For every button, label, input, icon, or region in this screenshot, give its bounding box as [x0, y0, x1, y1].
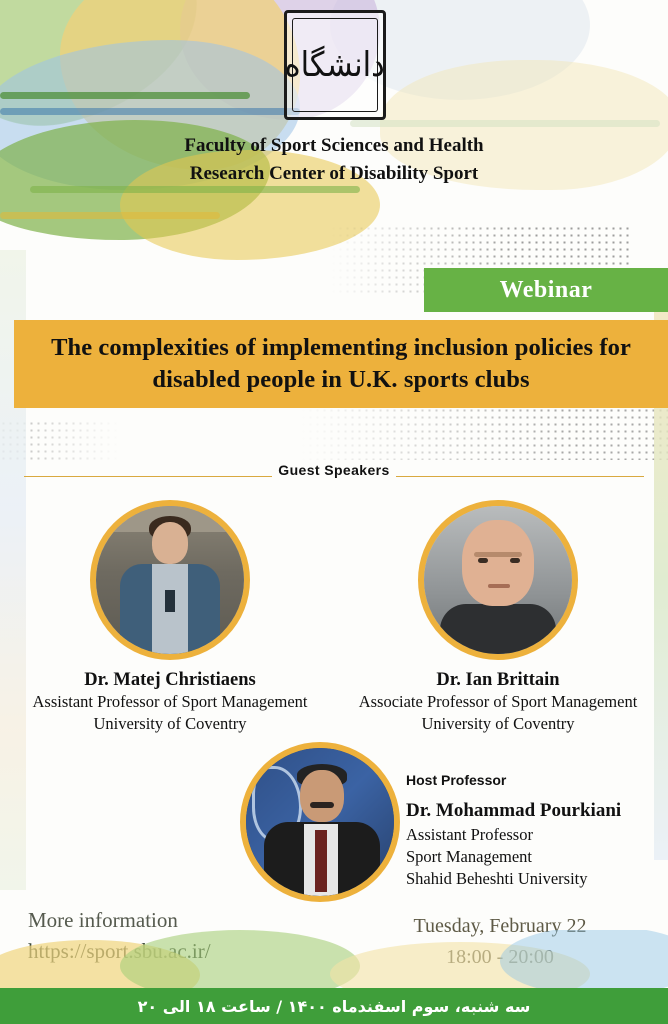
- speaker-role: Associate Professor of Sport Management: [358, 692, 638, 711]
- speaker-card-1: [20, 500, 320, 736]
- guest-speakers-divider: [0, 462, 668, 490]
- speaker-photo-matej-christiaens: [90, 500, 250, 660]
- background-blob: [120, 930, 360, 990]
- faculty-header: [0, 132, 668, 187]
- university-seal-icon: [284, 10, 386, 120]
- guest-speakers-label: Guest Speakers: [278, 462, 390, 478]
- background-streak: [350, 120, 660, 127]
- host-professor-label: Host Professor: [406, 772, 507, 788]
- background-streak: [0, 92, 250, 99]
- portrait-head: [462, 520, 534, 606]
- portrait-brow: [474, 552, 522, 557]
- host-info: [406, 772, 668, 889]
- speaker-affiliation: University of Coventry: [93, 714, 247, 734]
- bottom-watercolor: [0, 930, 668, 990]
- university-logo: [284, 10, 386, 120]
- host-photo-mohammad-pourkiani: [240, 742, 400, 902]
- background-streak: [0, 108, 300, 115]
- portrait-eye-right: [510, 558, 520, 563]
- halftone-dots: [300, 400, 668, 460]
- host-line-2: Sport Management: [406, 846, 533, 866]
- title-band: [14, 320, 668, 408]
- portrait-eye-left: [478, 558, 488, 563]
- footer-bar: [0, 988, 668, 1024]
- event-date: Tuesday, February 22: [413, 915, 587, 937]
- speaker-name: Dr. Matej Christiaens: [84, 670, 256, 690]
- page-title: The complexities of implementing inclusion policies for disabled people in U.K. sports clubs: [51, 333, 631, 393]
- speaker-name: Dr. Ian Brittain: [436, 670, 560, 690]
- portrait-mouth: [488, 584, 510, 588]
- footer-farsi-text: سه شنبه، سوم اسفندماه ۱۴۰۰ / ساعت ۱۸ الی ۲۰: [137, 996, 531, 1016]
- background-streak: [0, 212, 220, 219]
- speaker-affiliation: University of Coventry: [421, 714, 575, 734]
- portrait-lanyard: [165, 590, 175, 612]
- portrait-moustache: [310, 802, 334, 808]
- portrait-tie: [315, 830, 327, 892]
- speaker-card-2: [348, 500, 648, 736]
- host-line-1: Assistant Professor: [406, 825, 533, 844]
- more-information-label: More information: [28, 908, 178, 932]
- portrait-illustration: [96, 506, 244, 654]
- faculty-line-2: Research Center of Disability Sport: [189, 162, 479, 184]
- university-seal-glyph: دانشگاه: [284, 45, 386, 85]
- background-blob: [500, 930, 668, 990]
- speaker-role: Assistant Professor of Sport Management: [32, 692, 308, 711]
- portrait-head: [300, 770, 344, 822]
- portrait-body: [440, 604, 556, 656]
- portrait-illustration: [424, 506, 572, 654]
- host-name: Dr. Mohammad Pourkiani: [406, 800, 622, 821]
- speaker-photo-ian-brittain: [418, 500, 578, 660]
- host-line-3: Shahid Beheshti University: [406, 868, 588, 888]
- faculty-line-1: Faculty of Sport Sciences and Health: [184, 135, 484, 156]
- webinar-badge-label: Webinar: [499, 276, 593, 303]
- webinar-badge: [424, 268, 668, 312]
- portrait-head: [152, 522, 188, 564]
